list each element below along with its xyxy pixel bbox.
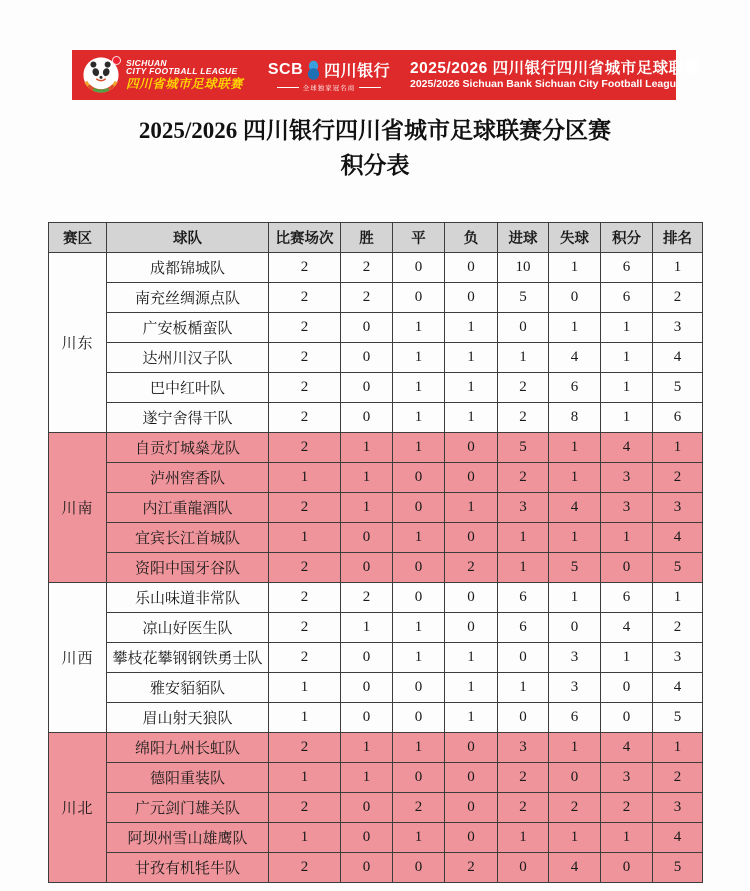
stat-cell: 0 xyxy=(549,763,601,793)
team-name-cell: 达州川汉子队 xyxy=(107,343,269,373)
stat-cell: 0 xyxy=(445,253,498,283)
table-row xyxy=(49,583,703,613)
stat-cell: 6 xyxy=(549,373,601,403)
table-row xyxy=(49,823,703,853)
stat-cell: 1 xyxy=(445,343,498,373)
stat-cell: 4 xyxy=(601,733,653,763)
team-name-cell: 广元剑门雄关队 xyxy=(107,793,269,823)
table-row xyxy=(49,373,703,403)
stat-cell: 4 xyxy=(653,343,703,373)
stat-cell: 0 xyxy=(601,853,653,883)
stat-cell: 8 xyxy=(549,403,601,433)
stat-cell: 2 xyxy=(269,253,341,283)
stat-cell: 2 xyxy=(269,403,341,433)
stat-cell: 1 xyxy=(601,343,653,373)
stat-cell: 6 xyxy=(498,583,549,613)
stat-cell: 2 xyxy=(269,343,341,373)
team-name-cell: 广安板楯蛮队 xyxy=(107,313,269,343)
table-row xyxy=(49,673,703,703)
team-name-cell: 绵阳九州长虹队 xyxy=(107,733,269,763)
stat-cell: 2 xyxy=(269,613,341,643)
zone-cell: 川西 xyxy=(49,583,107,733)
stat-cell: 2 xyxy=(269,373,341,403)
stat-cell: 2 xyxy=(653,283,703,313)
stat-cell: 0 xyxy=(498,313,549,343)
stat-cell: 0 xyxy=(341,823,393,853)
stat-cell: 4 xyxy=(549,853,601,883)
stat-cell: 0 xyxy=(341,643,393,673)
table-row xyxy=(49,643,703,673)
stat-cell: 1 xyxy=(498,523,549,553)
stat-cell: 5 xyxy=(653,373,703,403)
stat-cell: 1 xyxy=(445,643,498,673)
stat-cell: 2 xyxy=(498,793,549,823)
team-name-cell: 泸州窖香队 xyxy=(107,463,269,493)
table-row xyxy=(49,433,703,463)
stat-cell: 1 xyxy=(549,823,601,853)
stat-cell: 2 xyxy=(445,853,498,883)
stat-cell: 1 xyxy=(445,673,498,703)
stat-cell: 1 xyxy=(549,433,601,463)
stat-cell: 10 xyxy=(498,253,549,283)
header-draws: 平 xyxy=(393,223,445,253)
table-row xyxy=(49,733,703,763)
sponsor-block xyxy=(258,58,400,92)
stat-cell: 1 xyxy=(393,523,445,553)
stat-cell: 2 xyxy=(269,283,341,313)
table-row xyxy=(49,283,703,313)
stat-cell: 0 xyxy=(341,373,393,403)
banner-title-block xyxy=(408,60,701,90)
stat-cell: 0 xyxy=(341,853,393,883)
stat-cell: 2 xyxy=(445,553,498,583)
stat-cell: 4 xyxy=(653,523,703,553)
sponsor-tagline: 全球独家冠名商 xyxy=(302,85,356,92)
table-row xyxy=(49,463,703,493)
table-row xyxy=(49,403,703,433)
stat-cell: 1 xyxy=(341,613,393,643)
zone-cell: 川东 xyxy=(49,253,107,433)
stat-cell: 1 xyxy=(445,703,498,733)
stat-cell: 3 xyxy=(498,493,549,523)
stat-cell: 1 xyxy=(601,823,653,853)
stat-cell: 1 xyxy=(341,493,393,523)
team-name-cell: 眉山射天狼队 xyxy=(107,703,269,733)
stat-cell: 1 xyxy=(445,313,498,343)
stat-cell: 1 xyxy=(498,823,549,853)
stat-cell: 2 xyxy=(601,793,653,823)
stat-cell: 6 xyxy=(498,613,549,643)
table-row xyxy=(49,763,703,793)
stat-cell: 0 xyxy=(393,703,445,733)
stat-cell: 0 xyxy=(341,673,393,703)
stat-cell: 3 xyxy=(653,793,703,823)
banner-title-cn: 2025/2026 四川银行四川省城市足球联赛 xyxy=(410,60,701,78)
stat-cell: 0 xyxy=(393,283,445,313)
header-losses: 负 xyxy=(445,223,498,253)
league-name-en-line2: CITY FOOTBALL LEAGUE xyxy=(126,66,238,77)
stat-cell: 1 xyxy=(269,523,341,553)
stat-cell: 2 xyxy=(341,283,393,313)
team-name-cell: 攀枝花攀钢钢铁勇士队 xyxy=(107,643,269,673)
stat-cell: 2 xyxy=(549,793,601,823)
stat-cell: 3 xyxy=(498,733,549,763)
table-header-row xyxy=(49,223,703,253)
stat-cell: 0 xyxy=(498,853,549,883)
team-name-cell: 巴中红叶队 xyxy=(107,373,269,403)
stat-cell: 0 xyxy=(601,703,653,733)
stat-cell: 5 xyxy=(549,553,601,583)
stat-cell: 6 xyxy=(601,283,653,313)
table-row xyxy=(49,853,703,883)
stat-cell: 1 xyxy=(549,733,601,763)
stat-cell: 1 xyxy=(549,583,601,613)
stat-cell: 1 xyxy=(269,463,341,493)
stat-cell: 1 xyxy=(341,463,393,493)
stat-cell: 2 xyxy=(653,613,703,643)
stat-cell: 4 xyxy=(601,613,653,643)
team-name-cell: 成都锦城队 xyxy=(107,253,269,283)
stat-cell: 1 xyxy=(341,763,393,793)
stat-cell: 3 xyxy=(549,673,601,703)
stat-cell: 0 xyxy=(341,403,393,433)
zone-cell: 川北 xyxy=(49,733,107,883)
league-logo xyxy=(82,56,250,94)
stat-cell: 1 xyxy=(601,523,653,553)
stat-cell: 3 xyxy=(601,493,653,523)
stat-cell: 2 xyxy=(269,313,341,343)
tagline-dash-left xyxy=(277,87,299,88)
table-row xyxy=(49,553,703,583)
team-name-cell: 宜宾长江首城队 xyxy=(107,523,269,553)
stat-cell: 5 xyxy=(653,703,703,733)
standings-table xyxy=(48,222,703,883)
stat-cell: 6 xyxy=(653,403,703,433)
table-row xyxy=(49,523,703,553)
stat-cell: 1 xyxy=(269,763,341,793)
page-title-line1: 2025/2026 四川银行四川省城市足球联赛分区赛 xyxy=(138,118,612,143)
stat-cell: 1 xyxy=(445,373,498,403)
stat-cell: 5 xyxy=(653,853,703,883)
sponsor-scb-label: SCB xyxy=(267,60,304,78)
stat-cell: 0 xyxy=(445,823,498,853)
team-name-cell: 阿坝州雪山雄鹰队 xyxy=(107,823,269,853)
stat-cell: 2 xyxy=(653,763,703,793)
stat-cell: 3 xyxy=(549,643,601,673)
stat-cell: 1 xyxy=(393,373,445,403)
stat-cell: 6 xyxy=(601,253,653,283)
stat-cell: 2 xyxy=(653,463,703,493)
stat-cell: 0 xyxy=(498,703,549,733)
sichuan-bank-icon xyxy=(306,60,321,80)
stat-cell: 2 xyxy=(498,763,549,793)
stat-cell: 0 xyxy=(341,703,393,733)
stat-cell: 0 xyxy=(341,523,393,553)
stat-cell: 2 xyxy=(498,373,549,403)
stat-cell: 2 xyxy=(269,733,341,763)
stat-cell: 0 xyxy=(549,613,601,643)
stat-cell: 1 xyxy=(269,823,341,853)
stat-cell: 4 xyxy=(653,823,703,853)
stat-cell: 0 xyxy=(601,673,653,703)
team-name-cell: 遂宁舍得干队 xyxy=(107,403,269,433)
stat-cell: 3 xyxy=(653,643,703,673)
stat-cell: 0 xyxy=(445,613,498,643)
stat-cell: 2 xyxy=(269,433,341,463)
stat-cell: 5 xyxy=(653,553,703,583)
stat-cell: 1 xyxy=(653,433,703,463)
page-title-line2: 积分表 xyxy=(340,153,410,178)
header-goals-against: 失球 xyxy=(549,223,601,253)
stat-cell: 1 xyxy=(269,703,341,733)
stat-cell: 3 xyxy=(653,313,703,343)
stat-cell: 0 xyxy=(341,553,393,583)
stat-cell: 0 xyxy=(393,463,445,493)
page-title xyxy=(0,113,750,183)
league-name-cn: 四川省城市足球联赛 xyxy=(126,77,244,92)
stat-cell: 1 xyxy=(269,673,341,703)
league-banner xyxy=(72,50,701,100)
stat-cell: 1 xyxy=(601,313,653,343)
stat-cell: 0 xyxy=(445,433,498,463)
header-wins: 胜 xyxy=(341,223,393,253)
header-zone: 赛区 xyxy=(49,223,107,253)
stat-cell: 2 xyxy=(269,793,341,823)
stat-cell: 1 xyxy=(393,433,445,463)
stat-cell: 0 xyxy=(445,283,498,313)
stat-cell: 3 xyxy=(601,463,653,493)
zone-cell: 川南 xyxy=(49,433,107,583)
banner-title-en: 2025/2026 Sichuan Bank Sichuan City Football League xyxy=(410,77,682,90)
stat-cell: 2 xyxy=(269,853,341,883)
stat-cell: 1 xyxy=(549,463,601,493)
stat-cell: 1 xyxy=(393,823,445,853)
stat-cell: 2 xyxy=(269,583,341,613)
stat-cell: 1 xyxy=(393,343,445,373)
team-name-cell: 甘孜有机牦牛队 xyxy=(107,853,269,883)
stat-cell: 1 xyxy=(393,643,445,673)
stat-cell: 0 xyxy=(341,793,393,823)
stat-cell: 5 xyxy=(498,433,549,463)
table-row xyxy=(49,343,703,373)
stat-cell: 0 xyxy=(445,733,498,763)
stat-cell: 1 xyxy=(393,733,445,763)
stat-cell: 3 xyxy=(653,493,703,523)
stat-cell: 2 xyxy=(341,253,393,283)
table-row xyxy=(49,613,703,643)
league-name-en-line1: SICHUAN xyxy=(126,57,167,68)
stat-cell: 1 xyxy=(549,523,601,553)
stat-cell: 2 xyxy=(341,583,393,613)
stat-cell: 1 xyxy=(549,253,601,283)
stat-cell: 2 xyxy=(498,463,549,493)
team-name-cell: 南充丝绸源点队 xyxy=(107,283,269,313)
stat-cell: 0 xyxy=(549,283,601,313)
header-played: 比赛场次 xyxy=(269,223,341,253)
stat-cell: 1 xyxy=(549,313,601,343)
stat-cell: 1 xyxy=(498,553,549,583)
header-team: 球队 xyxy=(107,223,269,253)
stat-cell: 0 xyxy=(498,643,549,673)
stat-cell: 4 xyxy=(653,673,703,703)
stat-cell: 0 xyxy=(341,313,393,343)
stat-cell: 1 xyxy=(653,583,703,613)
stat-cell: 6 xyxy=(549,703,601,733)
header-goals-for: 进球 xyxy=(498,223,549,253)
stat-cell: 4 xyxy=(549,343,601,373)
team-name-cell: 自贡灯城燊龙队 xyxy=(107,433,269,463)
stat-cell: 0 xyxy=(445,763,498,793)
stat-cell: 0 xyxy=(393,553,445,583)
stat-cell: 1 xyxy=(601,373,653,403)
stat-cell: 4 xyxy=(549,493,601,523)
table-row xyxy=(49,253,703,283)
team-name-cell: 资阳中国牙谷队 xyxy=(107,553,269,583)
stat-cell: 0 xyxy=(393,493,445,523)
stat-cell: 1 xyxy=(445,493,498,523)
stat-cell: 1 xyxy=(393,403,445,433)
stat-cell: 1 xyxy=(498,673,549,703)
stat-cell: 5 xyxy=(498,283,549,313)
tagline-dash-right xyxy=(359,87,381,88)
stat-cell: 2 xyxy=(393,793,445,823)
table-row xyxy=(49,793,703,823)
stat-cell: 0 xyxy=(445,463,498,493)
team-name-cell: 乐山味道非常队 xyxy=(107,583,269,613)
stat-cell: 1 xyxy=(653,733,703,763)
stat-cell: 3 xyxy=(601,763,653,793)
stat-cell: 6 xyxy=(601,583,653,613)
table-row xyxy=(49,703,703,733)
stat-cell: 2 xyxy=(269,643,341,673)
stat-cell: 0 xyxy=(341,343,393,373)
stat-cell: 0 xyxy=(393,763,445,793)
stat-cell: 0 xyxy=(393,253,445,283)
stat-cell: 0 xyxy=(393,673,445,703)
stat-cell: 1 xyxy=(393,613,445,643)
table-row xyxy=(49,493,703,523)
stat-cell: 0 xyxy=(601,553,653,583)
stat-cell: 0 xyxy=(445,793,498,823)
logo-badge-icon xyxy=(112,56,121,65)
stat-cell: 1 xyxy=(498,343,549,373)
header-rank: 排名 xyxy=(653,223,703,253)
team-name-cell: 内江重龍酒队 xyxy=(107,493,269,523)
stat-cell: 2 xyxy=(269,493,341,523)
stat-cell: 0 xyxy=(445,583,498,613)
stat-cell: 4 xyxy=(601,433,653,463)
stat-cell: 1 xyxy=(601,403,653,433)
stat-cell: 1 xyxy=(445,403,498,433)
team-name-cell: 德阳重装队 xyxy=(107,763,269,793)
sponsor-bank-name: 四川银行 xyxy=(324,63,391,80)
stat-cell: 0 xyxy=(393,853,445,883)
stat-cell: 2 xyxy=(269,553,341,583)
table-row xyxy=(49,313,703,343)
stat-cell: 1 xyxy=(653,253,703,283)
stat-cell: 1 xyxy=(341,433,393,463)
header-points: 积分 xyxy=(601,223,653,253)
team-name-cell: 雅安貊貊队 xyxy=(107,673,269,703)
stat-cell: 0 xyxy=(445,523,498,553)
stat-cell: 1 xyxy=(601,643,653,673)
table-body xyxy=(49,253,703,883)
stat-cell: 1 xyxy=(393,313,445,343)
stat-cell: 2 xyxy=(498,403,549,433)
stat-cell: 0 xyxy=(393,583,445,613)
team-name-cell: 凉山好医生队 xyxy=(107,613,269,643)
stat-cell: 1 xyxy=(341,733,393,763)
